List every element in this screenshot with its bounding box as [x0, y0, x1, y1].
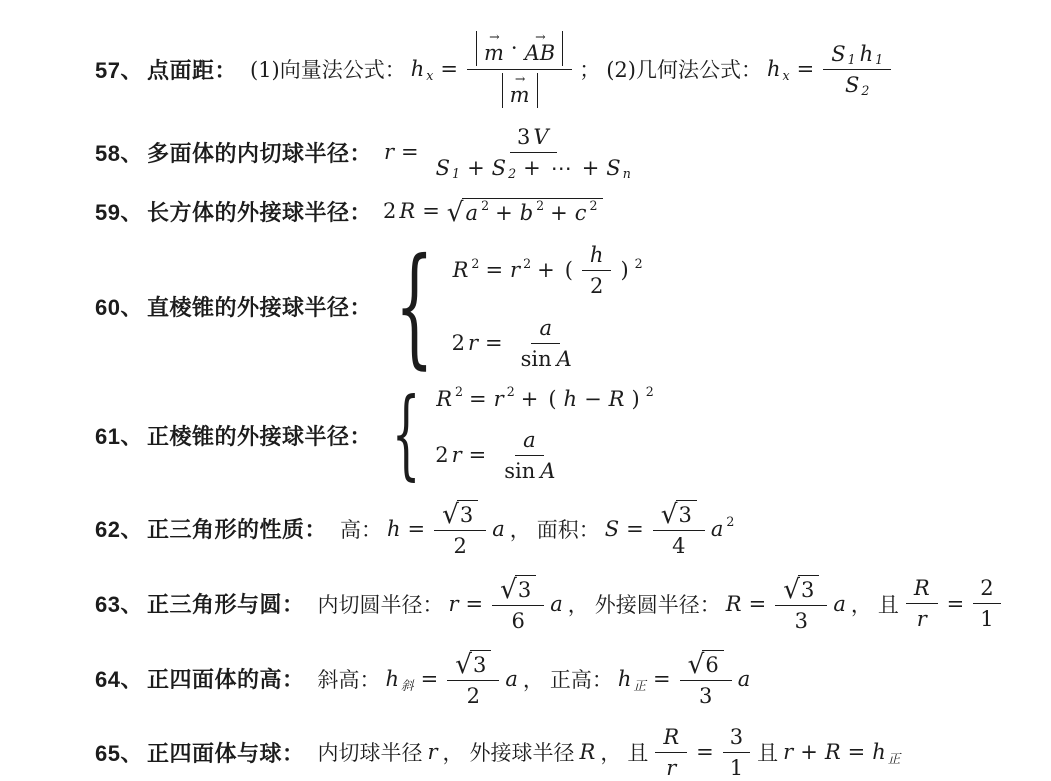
math-subscript: 2 — [508, 165, 517, 181]
math-subscript: x — [426, 67, 434, 83]
math-number: 3 — [459, 502, 474, 527]
math-variable: r — [448, 591, 459, 616]
math-fraction — [428, 124, 639, 181]
fraction-denominator — [505, 606, 532, 634]
math-variable: a — [539, 315, 552, 340]
math-operator: + — [520, 386, 539, 411]
math-operator: + — [581, 155, 600, 180]
math-vector — [524, 29, 556, 65]
fraction-denominator — [973, 604, 1000, 632]
math-number: 3 — [516, 124, 531, 149]
item-number: 61、 — [95, 423, 143, 449]
math-vector — [484, 29, 504, 65]
math-variable: R — [608, 386, 625, 411]
formula-expression — [315, 649, 753, 709]
formula-item-64 — [95, 649, 1021, 709]
brace-icon: { — [394, 230, 434, 382]
system-row — [451, 242, 644, 299]
system-row — [434, 384, 654, 411]
math-variable: R — [452, 258, 469, 283]
math-variable: S — [435, 155, 451, 180]
math-text: ， — [509, 517, 531, 542]
item-number: 58、 — [95, 140, 143, 166]
fraction-numerator — [823, 41, 891, 70]
math-variable: h — [617, 666, 632, 691]
fraction-numerator — [775, 574, 827, 606]
fraction-denominator — [692, 681, 719, 709]
radical-icon: √ — [783, 575, 800, 606]
math-variable: r — [783, 740, 794, 765]
math-operator: = — [748, 591, 767, 616]
math-text: 斜高： — [317, 667, 381, 692]
math-operator: = — [653, 666, 671, 691]
item-title: 多面体的内切球半径： — [146, 140, 372, 166]
math-operator: = — [696, 740, 714, 765]
item-number: 59、 — [95, 199, 143, 225]
math-fraction — [823, 41, 891, 98]
radical-icon: √ — [442, 500, 459, 531]
math-square-root — [660, 500, 697, 531]
math-subscript: 2 — [861, 83, 870, 99]
math-variable: r — [384, 140, 395, 165]
math-variable: AB — [524, 40, 556, 65]
math-subscript: n — [622, 165, 631, 181]
math-variable: r — [427, 740, 438, 765]
item-title: 正四面体与球： — [146, 740, 305, 766]
math-number: 3 — [800, 577, 815, 602]
math-subscript: 正 — [887, 751, 901, 767]
math-operator: + — [523, 155, 541, 180]
fraction-denominator — [723, 753, 750, 781]
item-number: 64、 — [95, 667, 143, 693]
math-text: 内切球半径 — [317, 741, 423, 766]
radical-icon: √ — [455, 650, 472, 681]
math-fraction — [495, 427, 563, 484]
math-number: 2 — [466, 683, 480, 708]
math-variable: c — [574, 200, 587, 225]
math-superscript: 2 — [645, 384, 654, 400]
math-number: 3 — [729, 724, 744, 749]
formula-item-62 — [95, 499, 1021, 559]
math-text: ， — [850, 592, 872, 617]
system-column — [451, 242, 644, 372]
item-title: 正四面体的高： — [146, 667, 305, 693]
radicand — [515, 575, 536, 602]
math-number: 3 — [794, 608, 808, 633]
fraction-numerator — [680, 649, 732, 681]
math-operator: = — [465, 591, 484, 616]
math-operator: · — [510, 36, 518, 61]
math-variable: A — [556, 346, 572, 371]
item-heading — [95, 196, 372, 227]
math-fraction — [653, 499, 705, 559]
fraction-denominator — [493, 70, 547, 109]
math-fraction — [906, 575, 938, 632]
item-number: 57、 — [95, 57, 143, 83]
math-operator: ( — [548, 386, 557, 411]
math-variable: m — [484, 40, 504, 65]
formula-expression — [247, 30, 895, 109]
fraction-numerator — [447, 649, 499, 681]
formula-expression — [315, 574, 1005, 634]
radicand — [676, 500, 697, 527]
math-variable: r — [666, 755, 677, 780]
math-fraction — [582, 242, 612, 299]
absolute-value — [476, 31, 563, 66]
math-fraction — [723, 724, 750, 781]
math-number: 3 — [698, 683, 713, 708]
formula-item-57 — [95, 30, 1021, 109]
math-operator: + — [550, 200, 568, 225]
math-number: 4 — [672, 533, 686, 558]
formula-item-63 — [95, 574, 1021, 634]
math-variable: r — [510, 258, 521, 283]
item-heading — [95, 291, 372, 322]
math-number: 1 — [980, 607, 994, 632]
item-title: 正三角形的性质： — [146, 517, 327, 543]
math-fraction — [680, 649, 732, 709]
fraction-denominator — [909, 604, 935, 632]
math-operator: = — [422, 199, 440, 224]
math-operator: + — [495, 200, 513, 225]
math-subscript: 1 — [452, 165, 461, 181]
fraction-denominator — [583, 271, 610, 299]
math-square-root — [500, 575, 536, 606]
equation-system — [382, 230, 644, 382]
math-text: 高： — [340, 517, 382, 542]
math-superscript: 2 — [536, 198, 545, 214]
fraction-denominator — [447, 531, 474, 559]
math-variable: V — [533, 124, 549, 149]
math-superscript: 2 — [726, 514, 735, 530]
math-variable: R — [436, 386, 453, 411]
item-heading — [95, 137, 372, 168]
absolute-value — [502, 70, 538, 108]
math-variable: a — [523, 427, 536, 452]
radical-icon: √ — [687, 650, 705, 681]
math-operator: ) — [631, 386, 640, 411]
math-number: 1 — [729, 755, 744, 780]
math-superscript: 2 — [481, 198, 490, 214]
math-variable: h — [387, 516, 401, 541]
math-number: 2 — [980, 576, 994, 601]
math-square-root — [455, 650, 491, 681]
math-number: 2 — [453, 533, 467, 558]
item-heading — [95, 513, 327, 544]
math-operator: ( — [564, 258, 573, 283]
radical-icon: √ — [500, 575, 517, 606]
fraction-numerator — [723, 724, 750, 753]
math-text: 外接球半径 — [469, 741, 575, 766]
item-title: 正棱锥的外接球半径： — [146, 423, 372, 449]
system-row — [451, 315, 584, 372]
math-fraction — [447, 649, 499, 709]
formula-expression — [315, 724, 903, 781]
math-variable: r — [451, 443, 462, 468]
math-variable: R — [399, 199, 416, 224]
math-operator: = — [420, 666, 439, 691]
math-number: 6 — [511, 608, 525, 633]
math-text: 外接圆半径： — [594, 592, 721, 617]
math-variable: a — [465, 200, 479, 225]
math-variable: S — [606, 155, 621, 180]
math-fraction — [467, 30, 572, 109]
math-variable: R — [725, 591, 742, 616]
fraction-numerator — [655, 724, 687, 753]
math-subscript: 正 — [633, 677, 646, 693]
math-variable: R — [913, 576, 930, 601]
fraction-numerator — [653, 499, 705, 531]
fraction-denominator — [428, 153, 639, 181]
math-operator: = — [946, 591, 965, 616]
math-square-root — [783, 575, 819, 606]
radicand — [462, 198, 603, 225]
math-operator: = — [626, 516, 644, 541]
math-number: 2 — [383, 199, 397, 224]
math-vector — [509, 70, 530, 107]
math-operator: = — [847, 740, 866, 765]
math-square-root — [446, 198, 603, 229]
item-number: 62、 — [95, 517, 143, 543]
math-operator: = — [469, 386, 487, 411]
brace-icon: { — [391, 377, 421, 491]
math-square-root — [687, 650, 724, 681]
math-square-root — [442, 500, 478, 531]
fraction-numerator — [906, 575, 938, 604]
math-number: 3 — [472, 652, 487, 677]
math-number: 2 — [451, 331, 465, 356]
math-text: sin — [504, 458, 536, 483]
fraction-denominator — [460, 681, 487, 709]
fraction-numerator — [434, 499, 486, 531]
radicand — [457, 500, 478, 527]
math-variable: R — [663, 724, 680, 749]
math-operator: = — [440, 57, 458, 82]
item-heading — [95, 663, 305, 694]
math-operator: = — [485, 258, 504, 283]
math-variable: r — [493, 386, 504, 411]
math-fraction — [973, 575, 1000, 632]
math-fraction — [512, 315, 580, 372]
math-operator: + — [537, 258, 555, 283]
item-number: 63、 — [95, 592, 143, 618]
radicand — [798, 575, 819, 602]
radical-icon: √ — [446, 198, 464, 229]
math-text: ， — [522, 667, 544, 692]
formula-item-58 — [95, 124, 1021, 181]
math-text: ， — [442, 741, 464, 766]
math-number: 6 — [705, 652, 719, 677]
item-number: 60、 — [95, 295, 143, 321]
math-operator: = — [401, 140, 419, 165]
formula-expression — [382, 198, 605, 229]
item-title: 正三角形与圆： — [146, 592, 305, 618]
math-operator: = — [407, 516, 426, 541]
item-heading — [95, 588, 305, 619]
item-heading — [95, 737, 305, 768]
fraction-denominator — [512, 344, 580, 372]
math-text: sin — [520, 346, 552, 371]
math-variable: h — [859, 41, 874, 66]
fraction-numerator — [515, 427, 544, 456]
math-text: 且 — [757, 741, 779, 766]
item-number: 65、 — [95, 740, 143, 766]
fraction-numerator — [973, 575, 1000, 604]
math-variable: h — [563, 386, 578, 411]
fraction-denominator — [658, 753, 684, 781]
math-text: 面积： — [536, 517, 600, 542]
math-variable: a — [492, 516, 505, 541]
math-operator: + — [800, 740, 818, 765]
math-text: (2)几何法公式： — [606, 58, 762, 83]
math-superscript: 2 — [589, 198, 598, 214]
math-superscript: 2 — [506, 384, 515, 400]
fraction-denominator — [837, 70, 877, 98]
vector-arrow-icon: → — [514, 70, 525, 86]
formula-expression — [337, 499, 735, 559]
math-number: 2 — [435, 443, 449, 468]
math-subscript: x — [782, 67, 790, 83]
vector-arrow-icon: → — [489, 29, 499, 44]
math-variable: h — [766, 57, 781, 82]
math-superscript: 2 — [455, 384, 464, 400]
math-variable: S — [844, 72, 860, 97]
math-variable: h — [872, 740, 886, 765]
math-text: (1)向量法公式： — [250, 58, 406, 83]
math-operator: + — [467, 155, 485, 180]
math-variable: a — [710, 516, 724, 541]
math-text: 正高： — [549, 667, 613, 692]
math-variable: a — [833, 591, 846, 616]
item-heading — [95, 420, 372, 451]
math-operator: = — [468, 443, 487, 468]
formula-expression — [382, 230, 644, 382]
item-title: 直棱锥的外接球半径： — [146, 295, 372, 321]
math-fraction — [655, 724, 687, 781]
math-operator: − — [584, 386, 602, 411]
math-fraction — [434, 499, 486, 559]
math-superscript: 2 — [523, 255, 532, 271]
radicand — [470, 650, 491, 677]
math-text: 内切圆半径： — [317, 592, 444, 617]
fraction-numerator — [510, 124, 557, 153]
math-variable: m — [509, 82, 530, 107]
fraction-numerator — [492, 574, 544, 606]
formula-expression — [382, 124, 643, 181]
fraction-denominator — [495, 456, 563, 484]
math-variable: h — [410, 57, 425, 82]
math-subscript: 1 — [875, 52, 884, 68]
formula-expression — [382, 377, 655, 491]
math-number: 2 — [590, 273, 604, 298]
math-text: 且 — [877, 592, 899, 617]
radical-icon: √ — [660, 500, 678, 531]
math-number: 3 — [517, 577, 532, 602]
math-text: ， — [600, 741, 622, 766]
item-title: 长方体的外接球半径： — [146, 199, 372, 225]
math-text: ； — [579, 58, 601, 83]
math-variable: a — [550, 591, 563, 616]
math-text: ， — [567, 592, 589, 617]
equation-system — [382, 377, 655, 491]
system-row — [434, 427, 567, 484]
math-fraction — [775, 574, 827, 634]
math-superscript: 2 — [471, 255, 480, 271]
math-superscript: 2 — [634, 255, 643, 271]
math-variable: R — [579, 740, 596, 765]
fraction-numerator — [531, 315, 560, 344]
math-operator: ⋯ — [550, 155, 572, 180]
math-variable: a — [737, 666, 751, 691]
math-variable: h — [385, 666, 400, 691]
math-variable: r — [916, 607, 927, 632]
formula-item-65 — [95, 724, 1021, 781]
formula-item-60 — [95, 230, 1021, 382]
math-variable: A — [540, 458, 556, 483]
math-operator: = — [796, 57, 815, 82]
item-title: 点面距： — [146, 57, 237, 83]
fraction-denominator — [788, 606, 815, 634]
system-column — [434, 384, 654, 484]
item-heading — [95, 54, 237, 85]
formula-item-61 — [95, 377, 1021, 491]
fraction-numerator — [582, 242, 612, 271]
math-variable: a — [505, 666, 518, 691]
formula-item-59 — [95, 196, 1021, 227]
radicand — [702, 650, 723, 677]
math-variable: S — [831, 41, 846, 66]
math-variable: S — [491, 155, 507, 180]
math-variable: R — [824, 740, 841, 765]
math-operator: = — [485, 331, 503, 356]
math-variable: S — [604, 516, 620, 541]
vector-arrow-icon: → — [535, 29, 545, 44]
math-fraction — [492, 574, 544, 634]
math-variable: b — [519, 200, 534, 225]
math-subscript: 1 — [847, 52, 856, 68]
fraction-denominator — [665, 531, 692, 559]
math-variable: r — [467, 331, 479, 356]
math-text: 且 — [627, 741, 649, 766]
math-variable: h — [589, 242, 604, 267]
math-subscript: 斜 — [401, 677, 414, 693]
math-number: 3 — [678, 502, 692, 527]
fraction-numerator — [467, 30, 572, 70]
math-operator: ) — [620, 258, 629, 283]
